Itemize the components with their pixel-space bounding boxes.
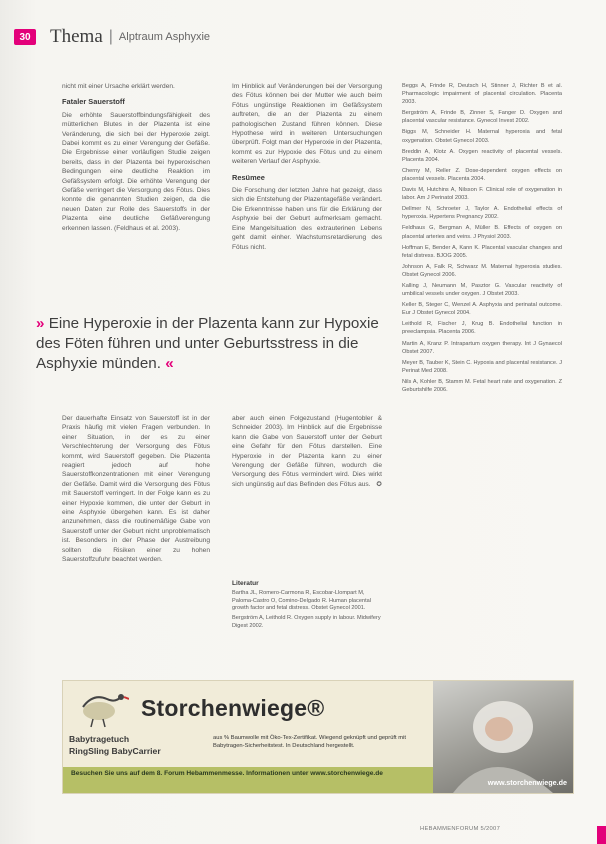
reference-entry: Breddin A, Klotz A. Oxygen reactivity of placental vessels. Placenta 2004. <box>402 148 562 163</box>
page-footer: HEBAMMENFORUM 5/2007 <box>420 826 501 832</box>
ad-product: RingSling BabyCarrier <box>69 746 161 756</box>
ad-description: aus % Baumwolle mit Öko-Tex-Zertifikat. Wiegend geknüpft und geprüft mit Babytragen-Sicherheitstest. In Deutschland hergestellt. <box>213 735 406 749</box>
section-subtitle: Alptraum Asphyxie <box>118 31 211 43</box>
reference-entry: Leithold R, Fischer J, Krug B. Endothelial function in preeclampsia. Placenta 2006. <box>402 321 562 336</box>
literature-entry: Bartha JL, Romero-Carmona R, Escobar-Llompart M, Paloma-Castro O, Comino-Delgado R. Human placental growth factor and fetal distress. Obstet Gynecol 2001. <box>232 589 371 612</box>
header-separator: | <box>108 28 113 45</box>
quote-open-mark: » <box>36 315 45 332</box>
body-paragraph-text: aber auch einen Folgezustand (Hugentobler & Schneider 2003). Im Hinblick auf die Ergebnisse kann die Gabe von Sauerstoff unter der Geburt eine Gefahr für den Fötus darstellen. Eine Hyperoxie in der Plazenta kann zu einer Verengung der Gefäße führen, wodurch die Versorgung des Fötus vermindert wird. Dies wirkt sich ungünstig auf das Befinden des Fötus aus. <box>232 415 382 488</box>
ad-website-link[interactable]: www.storchenwiege.de <box>487 778 567 787</box>
body-paragraph: Die Forschung der letzten Jahre hat gezeigt, dass sich die Entstehung der Plazentagefäße verändert. Die Erkenntnisse haben uns für die Erklärung der Asphyxie bei der Geburt aufmerksam gemacht. Eine Mangelsituation des extrauterinen Lebens geht damit einher. Wachstumsretardierung des Fötus nicht. <box>232 187 382 251</box>
quote-close-mark: « <box>165 355 174 372</box>
ad-brand-name: Storchenwiege® <box>141 695 325 721</box>
ad-product: Babytragetuch <box>69 734 130 744</box>
column-2 <box>232 82 382 255</box>
section-title: Thema <box>50 26 103 47</box>
column-4 <box>62 414 210 568</box>
reference-entry: Bergström A, Frinde B, Zinner S, Fanger D. Oxygen and placental vascular resistance. Gynecol Invest 2002. <box>402 110 562 125</box>
reference-entry: Martin A, Kranz P. Intrapartum oxygen therapy. Int J Gynaecol Obstet 2007. <box>402 340 562 355</box>
stork-logo-icon <box>71 689 129 729</box>
page-header <box>14 26 210 48</box>
page-edge-tab <box>597 826 606 844</box>
ad-product-list <box>69 733 209 757</box>
column-5 <box>232 414 382 492</box>
reference-entry: Biggs M, Schneider H. Maternal hyperoxia and fetal oxygenation. Obstet Gynecol 2003. <box>402 129 562 144</box>
reference-entry: Nils A, Kohler B, Stamm M. Fetal heart rate and oxygenation. Z Geburtshilfe 2006. <box>402 378 562 393</box>
references-column <box>402 82 562 397</box>
pull-quote-text: Eine Hyperoxie in der Plazenta kann zur Hypoxie des Föten führen und unter Geburtsstress in die Asphyxie münden. <box>36 315 379 372</box>
ad-photo-baby-in-sling <box>433 681 573 793</box>
literature-box <box>232 580 382 631</box>
reference-entry: Hoffman E, Bender A, Kann K. Placental vascular changes and fetal distress. BJOG 2005. <box>402 244 562 259</box>
column-1 <box>62 82 210 236</box>
reference-entry: Davis M, Hutchins A, Nilsson F. Clinical role of oxygenation in labor. Am J Perinatol 2003. <box>402 187 562 202</box>
reference-entry: Beggs A, Frinde R, Deutsch H, Stinner J, Richter B et al. Pharmacologic impairment of placental circulation. Placenta 2003. <box>402 83 562 106</box>
ad-text-area <box>63 681 433 793</box>
ad-banner-bar <box>63 767 433 793</box>
body-paragraph: Im Hinblick auf Veränderungen bei der Versorgung des Fötus können bei der Mutter wie auch beim Fötus ungünstige Reaktionen im Gefäßsystem auftreten, die an der Plazenta zu einem pathologischen Zustand führen können. Diese Hypothese wird in weiteren Untersuchungen überprüft. Folgt man der Hyperoxie in der Plazenta, kommt es zur Hypoxie des Fötus und zu einem weiteren Verlauf der Asphyxie. <box>232 83 382 166</box>
subheading-fataler-sauerstoff: Fataler Sauerstoff <box>62 97 125 107</box>
reference-entry: Cherny M, Reller Z. Dose-dependent oxygen effects on placental vessels. Placenta 2004. <box>402 167 562 182</box>
ad-banner-text: Besuchen Sie uns auf dem 8. Forum Hebammenmesse. Informationen unter www.storchenwiege.de <box>71 770 383 777</box>
reference-entry: Johnson A, Falk R, Schwarz M. Maternal hyperoxia studies. Obstet Gynecol 2006. <box>402 263 562 278</box>
body-paragraph <box>232 414 382 489</box>
reference-entry: Meyer B, Tauber K, Stein C. Hypoxia and placental resistance. J Perinat Med 2008. <box>402 359 562 374</box>
literature-entry: Bergström A, Leithold R. Oxygen supply in labour. Midwifery Digest 2002. <box>232 615 381 629</box>
reference-entry: Kalling J, Neumann M, Pasztor G. Vascular reactivity of umbilical vessels under oxygen. J Obstet 2003. <box>402 282 562 298</box>
reference-entry: Dellmer N, Schroeter J, Taylor A. Endothelial effects of hyperoxia. Hypertens Pregnancy 2002. <box>402 206 562 221</box>
body-paragraph: Die erhöhte Sauerstoffbindungsfähigkeit des mütterlichen Blutes in der Plazenta ist eine Veränderung, die sich bei der Hyperoxie zeigt. Dabei kommt es zu einer Verengung der Gefäße. Die Ergebnisse einer vorläufigen Studie zeigen bereits, dass in der Plazenta bei hyperoxischen Bedingungen eine deutliche Reaktion im Gefäßsystem erfolgt. Die erhöhte Verengung der Gefäße verringert die Versorgung des Fötus. Dies konnte die genannten Studien zeigen, da die neuen Daten zur Rolle des Sauerstoffs in der Plazenta eine deutliche Gefäßverengung erkennen lassen. (Feldhaus et al. 2003). <box>62 111 210 232</box>
body-paragraph: Der dauerhafte Einsatz von Sauerstoff ist in der Praxis häufig mit vielen Fragen verbunden. In einer Situation, in der es zu einer Verschlechterung der Versorgung des Fötus kommt, wird Sauerstoff gegeben. Die Plazenta reagiert jedoch auf hohe Sauerstoffkonzentrationen mit einer Verengung der Gefäße. Damit wird die Versorgung des Fötus mit Sauerstoff verringert. In der Folge kann es zu einer Hypoxie kommen, die unter der Geburt in eine Asphyxie übergehen kann. Es ist daher anzunehmen, dass die routinemäßige Gabe von Sauerstoff unter der Geburt nicht unproblematisch ist. Besonders in der Phase der Austreibung sollten die Risiken einer zu hohen Sauerstoffzufuhr beachtet werden. <box>62 415 210 564</box>
reference-entry: Feldhaus G, Bergman A, Müller B. Effects of oxygen on placental arteries and veins. J Physiol 2003. <box>402 225 562 240</box>
intro-text: nicht mit einer Ursache erklärt werden. <box>62 83 175 90</box>
literature-heading: Literatur <box>232 580 259 587</box>
reference-entry: Keller B, Steger C, Wenzel A. Asphyxia and perinatal outcome. Eur J Obstet Gynecol 2004. <box>402 302 562 317</box>
article-end-icon: ✪ <box>376 480 382 488</box>
advertisement-storchenwiege[interactable] <box>62 680 574 794</box>
pull-quote <box>36 314 406 374</box>
page-number: 30 <box>14 29 36 45</box>
subheading-resuemee: Resümee <box>232 172 265 182</box>
